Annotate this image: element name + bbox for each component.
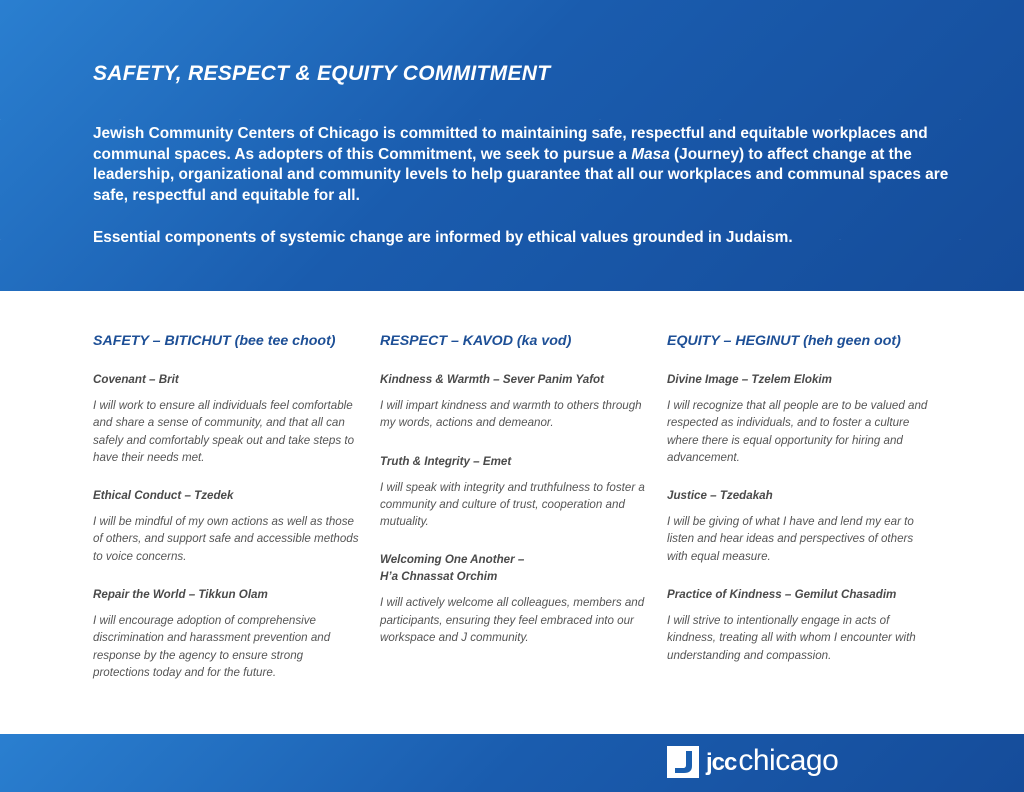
value-title: Divine Image – Tzelem Elokim	[667, 373, 832, 386]
column-title: EQUITY – HEGINUT (heh geen oot)	[667, 333, 901, 349]
value-item	[667, 487, 937, 565]
safety-column	[93, 333, 363, 702]
value-text: I will actively welcome all colleagues, members and participants, ensuring they feel embraced into our workspace and J community.	[380, 596, 645, 645]
value-item	[380, 453, 650, 531]
value-item	[667, 586, 937, 664]
jcc-chicago-logo	[667, 744, 838, 780]
value-text: I will speak with integrity and truthfulness to foster a community and culture of trust, cooperation and mutuality.	[380, 480, 645, 529]
value-title: Justice – Tzedakah	[667, 489, 773, 503]
value-text: I will encourage adoption of comprehensive discrimination and harassment prevention and response by the agency to ensure strong protections today and for the future.	[93, 614, 331, 679]
value-text: I will recognize that all people are to be valued and respected as individuals, and to foster a culture where there is equal opportunity for hiring and advancement.	[667, 399, 928, 464]
value-text: I will impart kindness and warmth to others through my words, actions and demeanor.	[380, 399, 642, 430]
hero-banner	[0, 0, 1024, 291]
value-item	[93, 487, 363, 565]
footer-banner	[0, 734, 1024, 792]
value-title: Kindness & Warmth – Sever Panim Yafot	[380, 373, 605, 386]
intro-emphasis: Masa	[631, 145, 670, 163]
intro-text-end: (Journey) to affect change at the leadership, organizational and community levels to help guarantee that all our workplaces and communal spaces are safe, respectful and equitable for all.	[93, 145, 949, 204]
page-title: SAFETY, RESPECT & EQUITY COMMITMENT	[93, 62, 551, 85]
value-item	[93, 586, 363, 681]
respect-column	[380, 333, 650, 667]
value-title: Practice of Kindness – Gemilut Chasadim	[667, 588, 897, 602]
j-logo-icon	[667, 746, 699, 778]
value-item	[93, 371, 363, 466]
value-title: Welcoming One Another – H’a Chnassat Orchim	[380, 553, 525, 584]
column-title: SAFETY – BITICHUT (bee tee choot)	[93, 333, 336, 349]
value-title: Repair the World – Tikkun Olam	[93, 588, 268, 602]
column-title: RESPECT – KAVOD (ka vod)	[380, 333, 572, 349]
value-item	[380, 551, 650, 646]
value-item	[667, 371, 937, 466]
logo-wordmark	[706, 745, 838, 779]
intro-note: Essential components of systemic change are informed by ethical values grounded in Judaism.	[93, 229, 793, 246]
logo-city: chicago	[738, 744, 839, 777]
logo-jcc: jcc	[706, 749, 737, 776]
value-text: I will strive to intentionally engage in acts of kindness, treating all with whom I encounter with understanding and compassion.	[667, 614, 916, 662]
intro-paragraph	[93, 124, 953, 206]
value-text: I will work to ensure all individuals feel comfortable and share a sense of community, and that all can safely and comfortably speak out and take steps to have their needs met.	[93, 399, 355, 464]
value-title: Ethical Conduct – Tzedek	[93, 489, 234, 503]
equity-column	[667, 333, 937, 685]
value-title: Truth & Integrity – Emet	[380, 454, 512, 468]
value-item	[380, 371, 650, 432]
value-text: I will be mindful of my own actions as well as those of others, and support safe and accessible methods to voice concerns.	[93, 515, 359, 563]
intro-text-start: Jewish Community Centers of Chicago is committed to maintaining safe, respectful and equitable workplaces and communal spaces. As adopters of this Commitment, we seek to pursue a	[93, 125, 928, 163]
value-title: Covenant – Brit	[93, 373, 179, 386]
value-text: I will be giving of what I have and lend my ear to listen and hear ideas and perspectives of others with equal measure.	[667, 515, 914, 563]
